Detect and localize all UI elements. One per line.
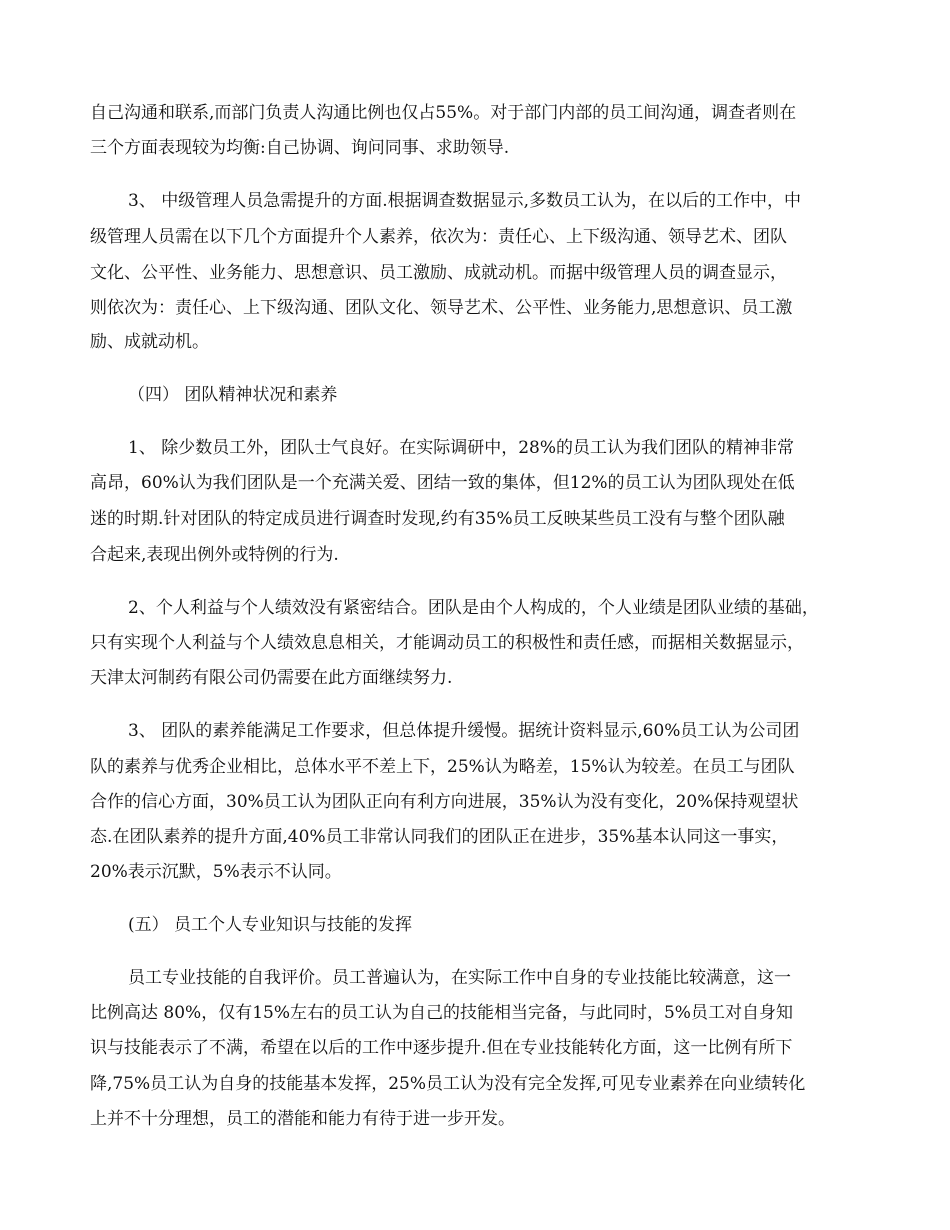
paragraph-line: 3、 中级管理人员急需提升的方面.根据调查数据显示,多数员工认为，在以后的工作中，中 [128, 191, 802, 211]
paragraph-line: 级管理人员需在以下几个方面提升个人素养，依次为：责任心、上下级沟通、领导艺术、团队 [90, 227, 787, 247]
paragraph-line: 上并不十分理想，员工的潜能和能力有待于进一步开发。 [90, 1109, 515, 1129]
paragraph-line: 则依次为：责任心、上下级沟通、团队文化、领导艺术、公平性、业务能力,思想意识、员工激 [90, 298, 793, 318]
paragraph-line: 员工专业技能的自我评价。员工普遍认为，在实际工作中自身的专业技能比较满意，这一 [128, 968, 791, 988]
paragraph-line: 2、个人利益与个人绩效没有紧密结合。团队是由个人构成的，个人业绩是团队业绩的基础， [128, 598, 819, 618]
section-heading: (五） 员工个人专业知识与技能的发挥 [128, 915, 413, 935]
paragraph-line: 3、 团队的素养能满足工作要求，但总体提升缓慢。据统计资料显示,60%员工认为公司团 [128, 721, 800, 741]
paragraph-line: 20%表示沉默，5%表示不认同。 [90, 862, 342, 882]
paragraph-line: 1、 除少数员工外，团队士气良好。在实际调研中，28%的员工认为我们团队的精神非常 [128, 438, 795, 458]
paragraph-line: 队的素养与优秀企业相比，总体水平不差上下，25%认为略差，15%认为较差。在员工与团队 [90, 757, 795, 777]
paragraph-line: 三个方面表现较为均衡:自己协调、询问同事、求助领导. [90, 138, 510, 158]
paragraph-line: 只有实现个人利益与个人绩效息息相关，才能调动员工的积极性和责任感，而据相关数据显示， [90, 633, 804, 653]
paragraph-line: 自己沟通和联系,而部门负责人沟通比例也仅占55%。对于部门内部的员工间沟通，调查者则在 [90, 103, 797, 123]
section-heading: （四） 团队精神状况和素养 [128, 385, 338, 405]
paragraph-line: 降,75%员工认为自身的技能基本发挥，25%员工认为没有完全发挥,可见专业素养在向业绩转化 [90, 1074, 806, 1094]
paragraph-line: 识与技能表示了不满，希望在以后的工作中逐步提升.但在专业技能转化方面，这一比例有所下 [90, 1038, 793, 1058]
paragraph-line: 比例高达 80%，仅有15%左右的员工认为自己的技能相当完备，与此同时，5%员工对自身知 [90, 1003, 793, 1023]
paragraph-line: 合作的信心方面，30%员工认为团队正向有利方向进展，35%认为没有变化，20%保持观望状 [90, 792, 799, 812]
paragraph-line: 高昂，60%认为我们团队是一个充满关爱、团结一致的集体，但12%的员工认为团队现处在低 [90, 473, 795, 493]
paragraph-line: 天津太河制药有限公司仍需要在此方面继续努力. [90, 668, 453, 688]
paragraph-line: 迷的时期.针对团队的特定成员进行调查时发现,约有35%员工反映某些员工没有与整个团队融 [90, 509, 785, 529]
paragraph-line: 文化、公平性、业务能力、思想意识、员工激励、成就动机。而据中级管理人员的调查显示， [90, 263, 787, 283]
paragraph-line: 励、成就动机。 [90, 332, 209, 352]
paragraph-line: 合起来,表现出例外或特例的行为. [90, 545, 339, 565]
paragraph-line: 态.在团队素养的提升方面,40%员工非常认同我们的团队正在进步，35%基本认同这一事实， [90, 827, 789, 847]
